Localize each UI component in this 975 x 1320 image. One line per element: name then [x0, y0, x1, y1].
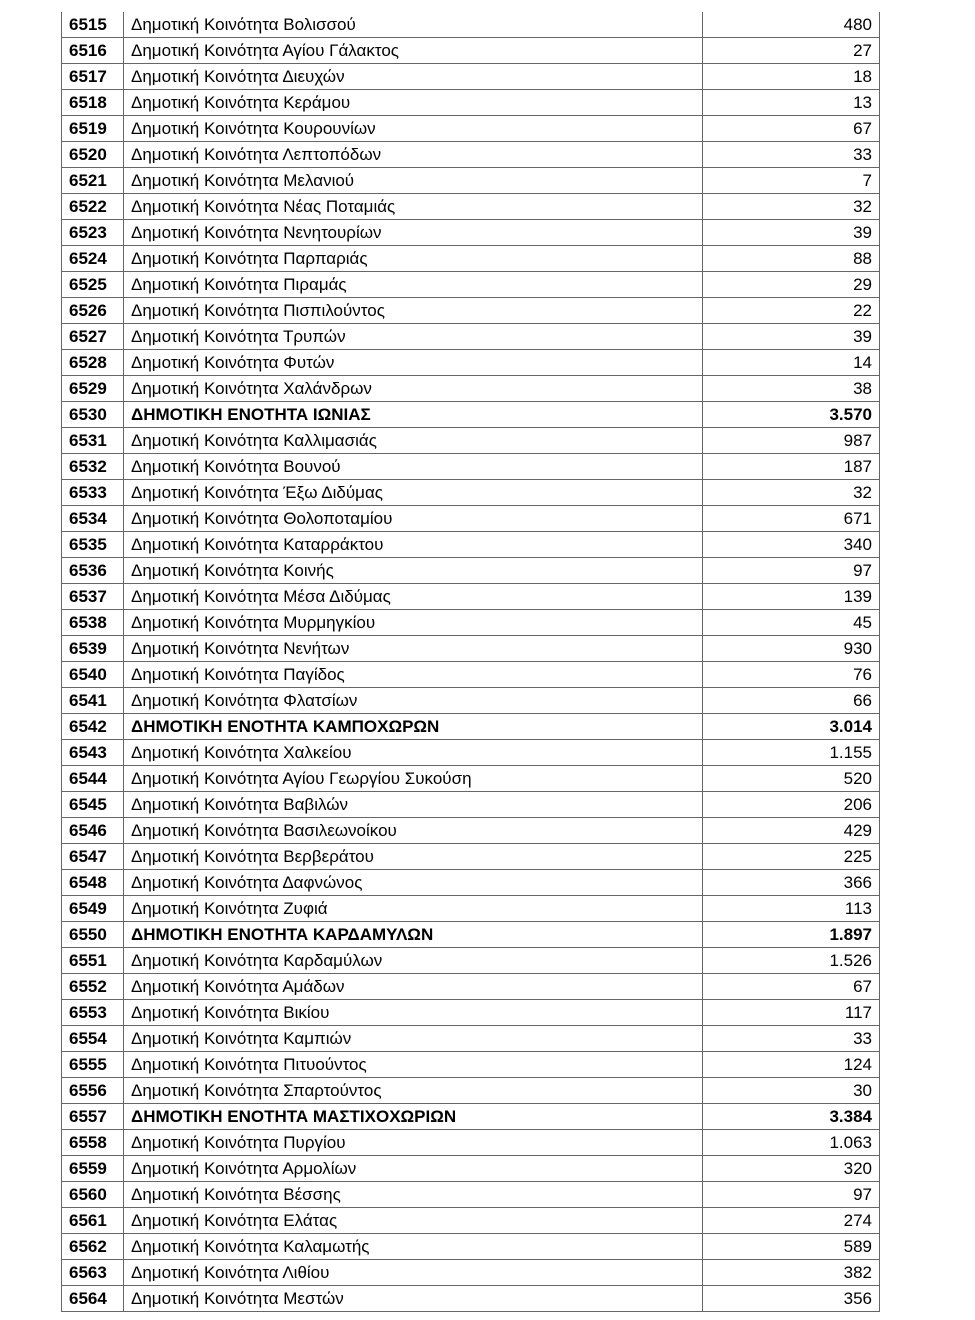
row-name: ΔΗΜΟΤΙΚΗ ΕΝΟΤΗΤΑ ΜΑΣΤΙΧΟΧΩΡΙΩΝ [124, 1104, 703, 1130]
table-row [62, 636, 880, 662]
table-row [62, 584, 880, 610]
table-row [62, 116, 880, 142]
table-row [62, 64, 880, 90]
table-row [62, 1260, 880, 1286]
table-row [62, 766, 880, 792]
row-value: 39 [703, 324, 880, 350]
row-code: 6533 [62, 480, 124, 506]
row-value: 67 [703, 116, 880, 142]
row-value: 340 [703, 532, 880, 558]
row-code: 6530 [62, 402, 124, 428]
table-row-subtotal [62, 714, 880, 740]
table-row [62, 896, 880, 922]
row-value: 32 [703, 194, 880, 220]
row-code: 6562 [62, 1234, 124, 1260]
row-code: 6545 [62, 792, 124, 818]
row-name: Δημοτική Κοινότητα Χαλκείου [124, 740, 703, 766]
row-value: 671 [703, 506, 880, 532]
row-value: 589 [703, 1234, 880, 1260]
row-code: 6546 [62, 818, 124, 844]
row-value: 320 [703, 1156, 880, 1182]
table-row [62, 1130, 880, 1156]
table-row [62, 1000, 880, 1026]
row-value: 76 [703, 662, 880, 688]
row-code: 6523 [62, 220, 124, 246]
row-name: Δημοτική Κοινότητα Μελανιού [124, 168, 703, 194]
table-row [62, 1182, 880, 1208]
row-value: 97 [703, 558, 880, 584]
row-name: Δημοτική Κοινότητα Παγίδος [124, 662, 703, 688]
row-name: Δημοτική Κοινότητα Σπαρτούντος [124, 1078, 703, 1104]
row-code: 6552 [62, 974, 124, 1000]
row-code: 6544 [62, 766, 124, 792]
row-name: Δημοτική Κοινότητα Νέας Ποταμιάς [124, 194, 703, 220]
row-name: Δημοτική Κοινότητα Πυργίου [124, 1130, 703, 1156]
table-row [62, 90, 880, 116]
row-name: Δημοτική Κοινότητα Φυτών [124, 350, 703, 376]
row-name: Δημοτική Κοινότητα Νενήτων [124, 636, 703, 662]
row-name: Δημοτική Κοινότητα Πιτυούντος [124, 1052, 703, 1078]
row-code: 6518 [62, 90, 124, 116]
table-row [62, 298, 880, 324]
row-value: 27 [703, 38, 880, 64]
row-code: 6529 [62, 376, 124, 402]
row-value: 187 [703, 454, 880, 480]
row-value: 113 [703, 896, 880, 922]
table-row [62, 454, 880, 480]
row-value: 7 [703, 168, 880, 194]
row-name: Δημοτική Κοινότητα Ελάτας [124, 1208, 703, 1234]
table-row-subtotal [62, 922, 880, 948]
table-row [62, 1208, 880, 1234]
row-name: Δημοτική Κοινότητα Βαβιλών [124, 792, 703, 818]
row-name: Δημοτική Κοινότητα Αρμολίων [124, 1156, 703, 1182]
row-name: Δημοτική Κοινότητα Βολισσού [124, 12, 703, 38]
row-value: 356 [703, 1286, 880, 1312]
row-code: 6515 [62, 12, 124, 38]
row-code: 6560 [62, 1182, 124, 1208]
row-code: 6526 [62, 298, 124, 324]
row-value: 206 [703, 792, 880, 818]
row-name: Δημοτική Κοινότητα Λιθίου [124, 1260, 703, 1286]
row-code: 6550 [62, 922, 124, 948]
table-row [62, 1052, 880, 1078]
row-code: 6561 [62, 1208, 124, 1234]
table-row [62, 974, 880, 1000]
row-value: 987 [703, 428, 880, 454]
row-value: 3.384 [703, 1104, 880, 1130]
row-name: Δημοτική Κοινότητα Δαφνώνος [124, 870, 703, 896]
table-row [62, 532, 880, 558]
row-value: 1.526 [703, 948, 880, 974]
row-code: 6543 [62, 740, 124, 766]
table-row [62, 688, 880, 714]
table-row [62, 1026, 880, 1052]
row-code: 6556 [62, 1078, 124, 1104]
row-name: Δημοτική Κοινότητα Βικίου [124, 1000, 703, 1026]
row-name: Δημοτική Κοινότητα Τρυπών [124, 324, 703, 350]
row-code: 6525 [62, 272, 124, 298]
row-code: 6553 [62, 1000, 124, 1026]
row-value: 3.014 [703, 714, 880, 740]
row-name: Δημοτική Κοινότητα Βασιλεωνοίκου [124, 818, 703, 844]
row-value: 1.155 [703, 740, 880, 766]
row-name: Δημοτική Κοινότητα Καρδαμύλων [124, 948, 703, 974]
row-name: Δημοτική Κοινότητα Βερβεράτου [124, 844, 703, 870]
row-code: 6521 [62, 168, 124, 194]
table-row [62, 142, 880, 168]
row-name: Δημοτική Κοινότητα Κεράμου [124, 90, 703, 116]
row-code: 6522 [62, 194, 124, 220]
row-name: Δημοτική Κοινότητα Χαλάνδρων [124, 376, 703, 402]
row-code: 6536 [62, 558, 124, 584]
row-name: ΔΗΜΟΤΙΚΗ ΕΝΟΤΗΤΑ ΙΩΝΙΑΣ [124, 402, 703, 428]
table-row [62, 272, 880, 298]
row-value: 274 [703, 1208, 880, 1234]
population-table [61, 12, 880, 1312]
row-name: Δημοτική Κοινότητα Πιραμάς [124, 272, 703, 298]
row-value: 32 [703, 480, 880, 506]
row-value: 117 [703, 1000, 880, 1026]
row-code: 6520 [62, 142, 124, 168]
table-row [62, 480, 880, 506]
row-value: 33 [703, 1026, 880, 1052]
row-name: Δημοτική Κοινότητα Παρπαριάς [124, 246, 703, 272]
row-value: 429 [703, 818, 880, 844]
row-value: 67 [703, 974, 880, 1000]
row-name: Δημοτική Κοινότητα Νενητουρίων [124, 220, 703, 246]
row-value: 520 [703, 766, 880, 792]
table-row-subtotal [62, 402, 880, 428]
row-name: Δημοτική Κοινότητα Καμπιών [124, 1026, 703, 1052]
table-row [62, 220, 880, 246]
row-value: 18 [703, 64, 880, 90]
row-name: Δημοτική Κοινότητα Έξω Διδύμας [124, 480, 703, 506]
table-row [62, 12, 880, 38]
row-code: 6558 [62, 1130, 124, 1156]
row-code: 6559 [62, 1156, 124, 1182]
row-value: 39 [703, 220, 880, 246]
row-value: 480 [703, 12, 880, 38]
row-name: Δημοτική Κοινότητα Βέσσης [124, 1182, 703, 1208]
row-code: 6532 [62, 454, 124, 480]
table-row [62, 194, 880, 220]
row-code: 6527 [62, 324, 124, 350]
row-code: 6528 [62, 350, 124, 376]
row-code: 6564 [62, 1286, 124, 1312]
table-row [62, 506, 880, 532]
row-value: 66 [703, 688, 880, 714]
row-name: Δημοτική Κοινότητα Πισπιλούντος [124, 298, 703, 324]
row-value: 29 [703, 272, 880, 298]
row-name: Δημοτική Κοινότητα Φλατσίων [124, 688, 703, 714]
row-name: Δημοτική Κοινότητα Αμάδων [124, 974, 703, 1000]
row-code: 6538 [62, 610, 124, 636]
row-value: 124 [703, 1052, 880, 1078]
table-row [62, 558, 880, 584]
table-row [62, 662, 880, 688]
row-code: 6548 [62, 870, 124, 896]
row-value: 97 [703, 1182, 880, 1208]
row-code: 6540 [62, 662, 124, 688]
row-value: 1.063 [703, 1130, 880, 1156]
row-name: Δημοτική Κοινότητα Μυρμηγκίου [124, 610, 703, 636]
row-code: 6555 [62, 1052, 124, 1078]
row-code: 6541 [62, 688, 124, 714]
row-code: 6549 [62, 896, 124, 922]
row-code: 6517 [62, 64, 124, 90]
table-row [62, 610, 880, 636]
row-code: 6516 [62, 38, 124, 64]
table-row [62, 1286, 880, 1312]
table-body [62, 12, 880, 1312]
table-row [62, 38, 880, 64]
row-name: ΔΗΜΟΤΙΚΗ ΕΝΟΤΗΤΑ ΚΑΡΔΑΜΥΛΩΝ [124, 922, 703, 948]
row-code: 6547 [62, 844, 124, 870]
row-code: 6551 [62, 948, 124, 974]
row-code: 6535 [62, 532, 124, 558]
row-value: 3.570 [703, 402, 880, 428]
row-value: 225 [703, 844, 880, 870]
table-row [62, 740, 880, 766]
row-code: 6542 [62, 714, 124, 740]
row-code: 6537 [62, 584, 124, 610]
row-name: Δημοτική Κοινότητα Καλλιμασιάς [124, 428, 703, 454]
row-value: 14 [703, 350, 880, 376]
row-value: 139 [703, 584, 880, 610]
table-row [62, 1234, 880, 1260]
table-row [62, 792, 880, 818]
row-value: 1.897 [703, 922, 880, 948]
row-value: 30 [703, 1078, 880, 1104]
table-row [62, 870, 880, 896]
row-name: Δημοτική Κοινότητα Μέσα Διδύμας [124, 584, 703, 610]
row-name: Δημοτική Κοινότητα Αγίου Γεωργίου Συκούση [124, 766, 703, 792]
row-name: Δημοτική Κοινότητα Θολοποταμίου [124, 506, 703, 532]
row-value: 366 [703, 870, 880, 896]
row-code: 6534 [62, 506, 124, 532]
table-row [62, 246, 880, 272]
row-value: 13 [703, 90, 880, 116]
row-code: 6531 [62, 428, 124, 454]
row-name: Δημοτική Κοινότητα Βουνού [124, 454, 703, 480]
row-name: ΔΗΜΟΤΙΚΗ ΕΝΟΤΗΤΑ ΚΑΜΠΟΧΩΡΩΝ [124, 714, 703, 740]
row-name: Δημοτική Κοινότητα Καταρράκτου [124, 532, 703, 558]
row-name: Δημοτική Κοινότητα Ζυφιά [124, 896, 703, 922]
table-row [62, 948, 880, 974]
row-code: 6539 [62, 636, 124, 662]
table-row [62, 428, 880, 454]
table-row [62, 376, 880, 402]
row-code: 6557 [62, 1104, 124, 1130]
row-name: Δημοτική Κοινότητα Μεστών [124, 1286, 703, 1312]
row-name: Δημοτική Κοινότητα Διευχών [124, 64, 703, 90]
row-code: 6524 [62, 246, 124, 272]
table-row [62, 350, 880, 376]
table-row [62, 844, 880, 870]
row-value: 38 [703, 376, 880, 402]
row-name: Δημοτική Κοινότητα Λεπτοπόδων [124, 142, 703, 168]
row-name: Δημοτική Κοινότητα Καλαμωτής [124, 1234, 703, 1260]
table-row [62, 1078, 880, 1104]
row-value: 33 [703, 142, 880, 168]
table-row [62, 818, 880, 844]
table-row-subtotal [62, 1104, 880, 1130]
table-row [62, 324, 880, 350]
row-value: 88 [703, 246, 880, 272]
table-row [62, 168, 880, 194]
row-code: 6563 [62, 1260, 124, 1286]
row-code: 6519 [62, 116, 124, 142]
row-name: Δημοτική Κοινότητα Κουρουνίων [124, 116, 703, 142]
row-value: 22 [703, 298, 880, 324]
row-value: 45 [703, 610, 880, 636]
row-name: Δημοτική Κοινότητα Αγίου Γάλακτος [124, 38, 703, 64]
row-value: 382 [703, 1260, 880, 1286]
row-value: 930 [703, 636, 880, 662]
row-name: Δημοτική Κοινότητα Κοινής [124, 558, 703, 584]
row-code: 6554 [62, 1026, 124, 1052]
table-row [62, 1156, 880, 1182]
